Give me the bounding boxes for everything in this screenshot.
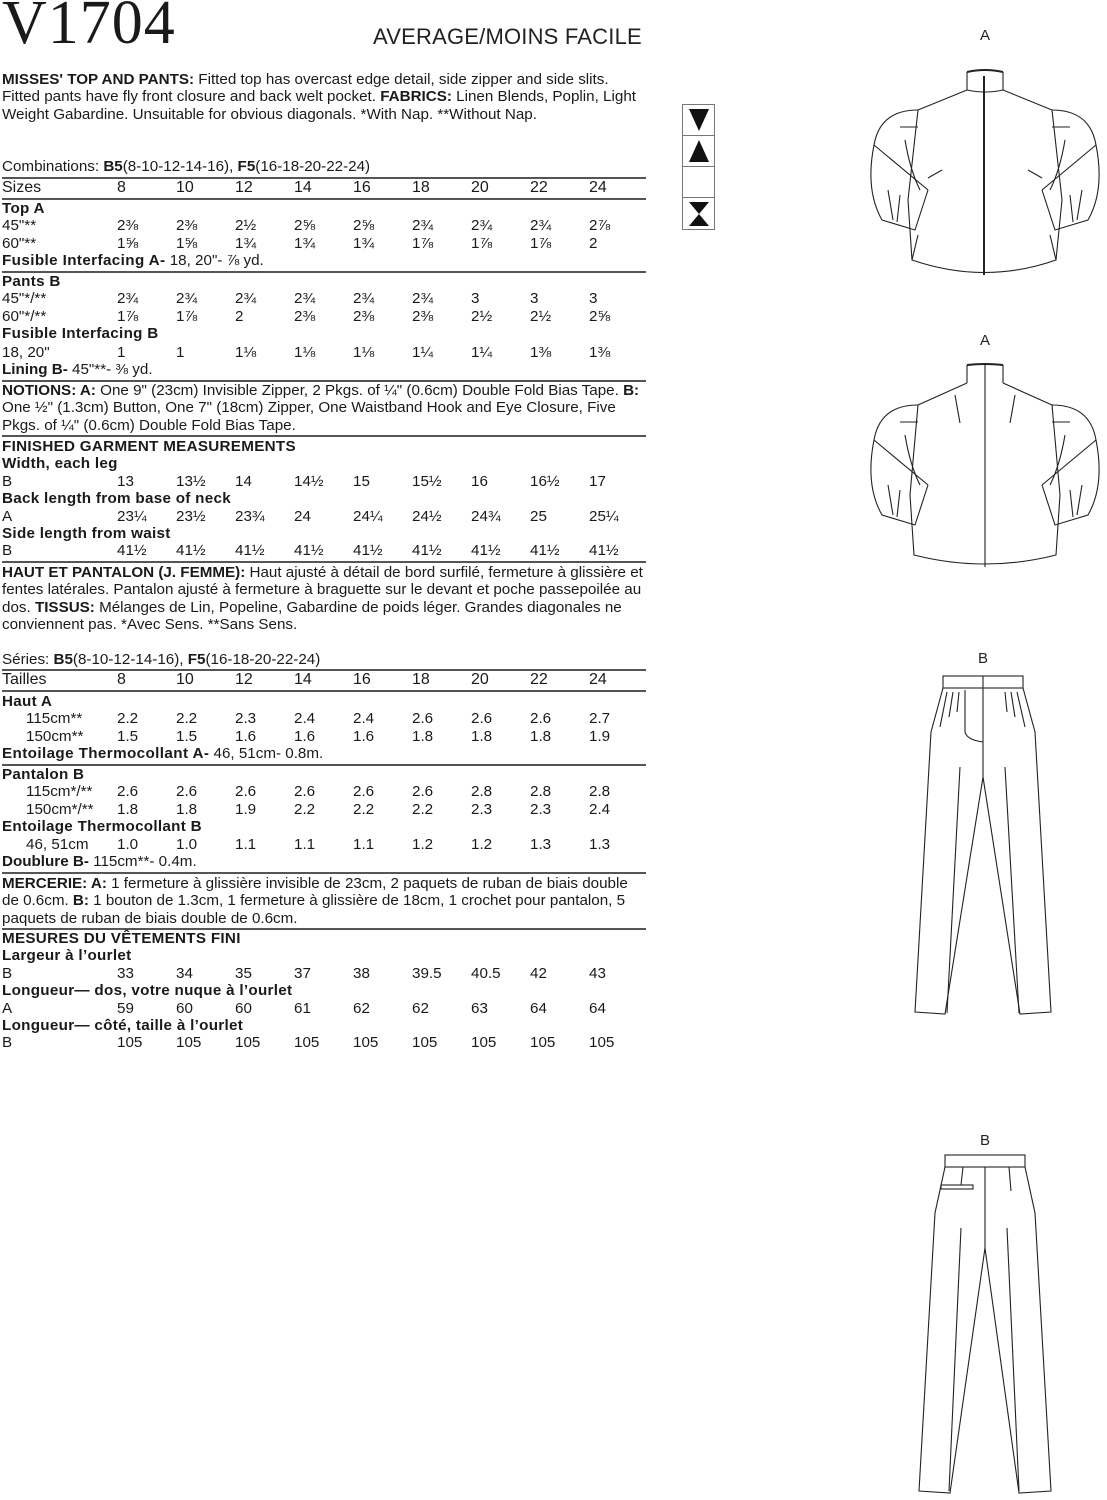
table-cell: 1.1	[353, 835, 375, 853]
table-cell: 24	[294, 507, 311, 525]
row-label: 60"*/**	[2, 307, 47, 325]
table-cell: 2.2	[117, 710, 139, 728]
table-row	[2, 235, 646, 252]
table-cell: 2.6	[353, 783, 375, 801]
table-cell: 41½	[353, 542, 383, 560]
table-cell: 2.6	[412, 710, 434, 728]
size-column-header: 8	[117, 179, 126, 196]
table-cell: 41½	[589, 542, 619, 560]
table-cell: 2¾	[412, 290, 434, 308]
view-label-a-front: A	[980, 27, 991, 44]
table-cell: 1.0	[117, 835, 139, 853]
row-label: 150cm**	[26, 727, 84, 745]
table-cell: 3	[471, 290, 480, 308]
table-cell: 41½	[294, 542, 324, 560]
table-cell: 24¾	[471, 507, 501, 525]
english-notions: NOTIONS: A: One 9" (23cm) Invisible Zipper, 2 Pkgs. of ¼" (0.6cm) Double Fold Bias Tape. B: One ½" (1.3cm) Button, One 7" (18cm) Zipper, One Waistband Hook and Eye Closure, Five Pkgs. of ¼" (0.6cm) Double Fold Bias Tape.	[2, 382, 640, 434]
pants-back-illustration	[905, 1153, 1065, 1498]
view-label-b-back: B	[980, 1132, 991, 1149]
table-cell: 1¾	[235, 234, 257, 252]
table-cell: 1.9	[235, 800, 257, 818]
measurement-group	[2, 982, 646, 1017]
table-cell: 105	[589, 1034, 615, 1052]
table-cell: 2	[235, 307, 244, 325]
table-cell: 1.3	[530, 835, 552, 853]
table-cell: 1⅛	[353, 343, 375, 361]
table-cell: 1.8	[471, 727, 493, 745]
measurement-group	[2, 525, 646, 560]
table-cell: 59	[117, 999, 134, 1017]
english-pants-table: Pants B 45"*/** 2¾ 2¾ 2¾ 2¾ 2¾ 2¾ 3 3 3 60"*/** 1⅞ 1⅞ 2 2⅜ 2⅜ 2⅜ 2½ 2½ 2⅝ Fusible Interfacing B 18, 20" 1 1 1⅛ 1⅛ 1⅛ 1¼ 1¼ 1⅜ 1⅜ Lining B- 45"**- ⅜ yd.	[2, 273, 646, 378]
table-cell: 2.4	[294, 710, 316, 728]
view-letter: A	[2, 507, 13, 525]
table-cell: 1	[117, 343, 126, 361]
hourglass-icon	[683, 198, 714, 229]
row-label: 115cm*/**	[26, 783, 93, 801]
measurement-title: Largeur à l’ourlet	[2, 947, 132, 965]
size-column-header: 12	[235, 671, 253, 688]
measurement-group	[2, 455, 646, 490]
table-cell: 105	[353, 1034, 379, 1052]
table-cell: 2.8	[471, 783, 493, 801]
table-cell: 35	[235, 964, 252, 982]
table-cell: 1.2	[412, 835, 434, 853]
table-cell: 2⅝	[589, 307, 611, 325]
table-cell: 105	[117, 1034, 143, 1052]
table-cell: 39.5	[412, 964, 442, 982]
size-column-header: 16	[353, 179, 371, 196]
table-row	[2, 836, 646, 853]
size-column-header: 8	[117, 671, 126, 688]
table-cell: 2¾	[412, 217, 434, 235]
table-cell: 41½	[235, 542, 265, 560]
table-cell: 23¾	[235, 507, 265, 525]
table-cell: 2¾	[294, 290, 316, 308]
table-row	[2, 308, 646, 325]
table-cell: 1⅞	[117, 307, 139, 325]
table-cell: 2⅞	[589, 217, 611, 235]
table-cell: 25	[530, 507, 547, 525]
table-row	[2, 965, 646, 982]
table-cell: 2¾	[176, 290, 198, 308]
table-cell: 1¾	[353, 234, 375, 252]
row-label: 115cm**	[26, 710, 83, 728]
table-cell: 24½	[412, 507, 442, 525]
view-letter: B	[2, 964, 13, 982]
table-cell: 24¼	[353, 507, 383, 525]
english-sizes-header: Sizes 8 10 12 14 16 18 20 22 24	[2, 179, 607, 196]
table-cell: 15	[353, 472, 370, 490]
table-cell: 1.8	[412, 727, 434, 745]
size-column-header: 22	[530, 671, 548, 688]
table-cell: 105	[530, 1034, 556, 1052]
table-cell: 1⅝	[176, 234, 198, 252]
table-cell: 3	[589, 290, 598, 308]
table-cell: 41½	[117, 542, 147, 560]
table-cell: 2¾	[471, 217, 493, 235]
size-column-header: 24	[589, 671, 607, 688]
table-cell: 2⅝	[353, 217, 375, 235]
measurement-group	[2, 1017, 646, 1052]
table-cell: 1⅛	[294, 343, 316, 361]
table-cell: 2⅜	[117, 217, 139, 235]
table-cell: 1.6	[353, 727, 375, 745]
table-cell: 2.3	[235, 710, 257, 728]
table-cell: 1¼	[412, 343, 434, 361]
table-cell: 41½	[412, 542, 442, 560]
blank-symbol	[683, 167, 714, 198]
french-pants-table: Pantalon B 115cm*/** 2.6 2.6 2.6 2.6 2.6 2.6 2.8 2.8 2.8 150cm*/** 1.8 1.8 1.9 2.2 2.2 2.2 2.3 2.3 2.4 Entoilage Thermocollant B 46, 51cm 1.0 1.0 1.1 1.1 1.1 1.2 1.2 1.3 1.3 Doublure B- 115cm**- 0.4m.	[2, 766, 646, 870]
table-row	[2, 801, 646, 818]
table-cell: 13	[117, 472, 134, 490]
size-column-header: 24	[589, 179, 607, 196]
table-cell: 2.2	[294, 800, 316, 818]
table-cell: 105	[412, 1034, 438, 1052]
triangle-down-icon	[683, 105, 714, 136]
table-cell: 2⅜	[412, 307, 434, 325]
view-letter: B	[2, 1034, 13, 1052]
table-cell: 2.2	[412, 800, 434, 818]
size-column-header: 20	[471, 179, 489, 196]
table-cell: 43	[589, 964, 606, 982]
table-cell: 1.5	[117, 727, 139, 745]
french-description: HAUT ET PANTALON (J. FEMME): Haut ajusté à détail de bord surfilé, fermeture à glissière et fentes latérales. Pantalon ajusté à fermeture à braguette sur le devant et poche passepoilée au dos. TISSUS: Mélanges de Lin, Popeline, Gabardine de poids léger. Grandes diagonales ne conviennent pas. *Avec Sens. **Sans Sens.	[2, 564, 643, 634]
view-letter: A	[2, 999, 13, 1017]
view-label-b-front: B	[978, 650, 989, 667]
table-cell: 1.0	[176, 835, 198, 853]
table-cell: 2¾	[353, 290, 375, 308]
table-cell: 60	[176, 999, 193, 1017]
french-combinations: Séries: B5(8-10-12-14-16), F5(16-18-20-22-24)	[2, 651, 321, 668]
table-cell: 2⅝	[294, 217, 316, 235]
table-cell: 1⅞	[412, 234, 434, 252]
table-cell: 1.1	[235, 835, 257, 853]
table-cell: 1⅜	[589, 343, 611, 361]
table-cell: 2½	[471, 307, 493, 325]
row-label: 45"**	[2, 217, 37, 235]
table-cell: 2⅜	[353, 307, 375, 325]
french-sizes-header: Tailles 8 10 12 14 16 18 20 22 24	[2, 671, 607, 688]
table-cell: 1⅛	[235, 343, 257, 361]
table-cell: 2	[589, 234, 598, 252]
measurement-title: Side length from waist	[2, 524, 171, 542]
table-cell: 1.6	[235, 727, 257, 745]
table-row	[2, 473, 646, 490]
table-cell: 2.8	[589, 783, 611, 801]
table-cell: 1.2	[471, 835, 493, 853]
divider	[2, 872, 646, 874]
table-row	[2, 710, 646, 727]
table-cell: 34	[176, 964, 193, 982]
table-row	[2, 728, 646, 745]
table-cell: 105	[294, 1034, 320, 1052]
table-cell: 2.6	[117, 783, 139, 801]
notch-symbol-box	[682, 104, 715, 230]
table-cell: 1.6	[294, 727, 316, 745]
view-letter: B	[2, 472, 13, 490]
table-cell: 2¾	[117, 290, 139, 308]
table-cell: 1⅞	[471, 234, 493, 252]
row-label: 150cm*/**	[26, 800, 94, 818]
table-row	[2, 508, 646, 525]
french-yardage-table: Haut A 115cm** 2.2 2.2 2.3 2.4 2.4 2.6 2.6 2.6 2.7 150cm** 1.5 1.5 1.6 1.6 1.6 1.8 1.8 1.8 1.9 Entoilage Thermocollant A- 46, 51cm- 0.8m.	[2, 693, 646, 763]
table-cell: 41½	[176, 542, 206, 560]
table-cell: 2.6	[471, 710, 493, 728]
french-finished-measurements: MESURES DU VÊTEMENTS FINI Largeur à l’ourlet B 33 34 35 37 38 39.5 40.5 42 43 Longueur— dos, votre nuque à l’ourlet A 59 60 60 61 62 62 63 64 64 Longueur— côté, taille à l’ourlet B 105 105 105 105 105 105 105 105 105	[2, 930, 646, 1052]
size-column-header: 18	[412, 179, 430, 196]
table-cell: 2½	[530, 307, 552, 325]
english-combinations: Combinations: B5(8-10-12-14-16), F5(16-18-20-22-24)	[2, 158, 371, 175]
measurement-group	[2, 947, 646, 982]
size-column-header: 20	[471, 671, 489, 688]
table-cell: 42	[530, 964, 547, 982]
measurement-group	[2, 490, 646, 525]
table-cell: 1.5	[176, 727, 198, 745]
size-column-header: 12	[235, 179, 253, 196]
table-cell: 2.8	[530, 783, 552, 801]
table-cell: 38	[353, 964, 370, 982]
triangle-up-icon	[683, 136, 714, 167]
measurement-title: Width, each leg	[2, 455, 118, 473]
table-cell: 2½	[235, 217, 257, 235]
table-cell: 105	[471, 1034, 497, 1052]
table-row	[2, 344, 646, 361]
measurement-title: Longueur— côté, taille à l’ourlet	[2, 1016, 244, 1034]
table-cell: 2¾	[235, 290, 257, 308]
table-cell: 33	[117, 964, 134, 982]
table-row	[2, 783, 646, 800]
table-cell: 1.3	[589, 835, 611, 853]
table-cell: 64	[530, 999, 547, 1017]
table-cell: 1.8	[176, 800, 198, 818]
table-cell: 61	[294, 999, 311, 1017]
table-row	[2, 290, 646, 307]
divider	[2, 435, 646, 437]
table-cell: 105	[235, 1034, 261, 1052]
table-cell: 1⅞	[176, 307, 198, 325]
pattern-number: V1704	[2, 0, 176, 57]
table-cell: 64	[589, 999, 606, 1017]
row-label: 60"**	[2, 234, 37, 252]
table-cell: 14½	[294, 472, 324, 490]
table-cell: 1.1	[294, 835, 316, 853]
table-cell: 2.7	[589, 710, 611, 728]
table-cell: 63	[471, 999, 488, 1017]
table-cell: 1.8	[530, 727, 552, 745]
size-column-header: 18	[412, 671, 430, 688]
top-back-illustration	[860, 355, 1100, 575]
table-cell: 37	[294, 964, 311, 982]
table-cell: 40.5	[471, 964, 501, 982]
table-cell: 15½	[412, 472, 442, 490]
view-letter: B	[2, 542, 13, 560]
table-cell: 60	[235, 999, 252, 1017]
table-cell: 2.6	[294, 783, 316, 801]
top-front-illustration	[860, 50, 1100, 300]
table-cell: 1⅜	[530, 343, 552, 361]
english-yardage-table: Top A 45"** 2⅜ 2⅜ 2½ 2⅝ 2⅝ 2¾ 2¾ 2¾ 2⅞ 60"** 1⅝ 1⅝ 1¾ 1¾ 1¾ 1⅞ 1⅞ 1⅞ 2 Fusible Interfacing A- 18, 20"- ⅞ yd.	[2, 200, 646, 270]
table-cell: 1.9	[589, 727, 611, 745]
table-cell: 2.6	[412, 783, 434, 801]
english-finished-measurements: FINISHED GARMENT MEASUREMENTS Width, each leg B 13 13½ 14 14½ 15 15½ 16 16½ 17 Back length from base of neck A 23¼ 23½ 23¾ 24 24¼ 24½ 24¾ 25 25¼ Side length from waist B 41½ 41½ 41½ 41½ 41½ 41½ 41½ 41½ 41½	[2, 438, 646, 560]
table-cell: 1¼	[471, 343, 493, 361]
size-column-header: 10	[176, 671, 194, 688]
table-cell: 16	[471, 472, 488, 490]
size-column-header: 22	[530, 179, 548, 196]
size-column-header: 14	[294, 671, 312, 688]
english-description: MISSES' TOP AND PANTS: Fitted top has overcast edge detail, side zipper and side slits. Fitted pants have fly front closure and back welt pocket. FABRICS: Linen Blends, Poplin, Light Weight Gabardine. Unsuitable for obvious diagonals. *With Nap. **Without Nap.	[2, 71, 636, 123]
french-notions: MERCERIE: A: 1 fermeture à glissière invisible de 23cm, 2 paquets de ruban de biais double de 0.6cm. B: 1 bouton de 1.3cm, 1 fermeture à glissière de 18cm, 1 crochet pour pantalon, 5 paquets de ruban de biais double de 0.6cm.	[2, 875, 628, 927]
size-column-header: 10	[176, 179, 194, 196]
table-cell: 13½	[176, 472, 206, 490]
table-cell: 3	[530, 290, 539, 308]
size-column-header: 16	[353, 671, 371, 688]
table-cell: 1⅞	[530, 234, 552, 252]
table-cell: 2.2	[176, 710, 198, 728]
table-cell: 16½	[530, 472, 560, 490]
table-cell: 25¼	[589, 507, 619, 525]
table-cell: 14	[235, 472, 252, 490]
difficulty-label: AVERAGE/MOINS FACILE	[373, 24, 642, 49]
table-cell: 2⅜	[294, 307, 316, 325]
table-row	[2, 217, 646, 234]
divider	[2, 690, 646, 692]
view-label-a-back: A	[980, 332, 991, 349]
table-cell: 62	[353, 999, 370, 1017]
table-cell: 2¾	[530, 217, 552, 235]
table-cell: 2.6	[176, 783, 198, 801]
table-cell: 2.4	[353, 710, 375, 728]
table-cell: 1	[176, 343, 185, 361]
table-cell: 1¾	[294, 234, 316, 252]
measurement-title: Longueur— dos, votre nuque à l’ourlet	[2, 982, 293, 1000]
table-cell: 1⅝	[117, 234, 139, 252]
table-cell: 2.3	[471, 800, 493, 818]
table-cell: 2.2	[353, 800, 375, 818]
table-cell: 23½	[176, 507, 206, 525]
table-cell: 17	[589, 472, 606, 490]
table-cell: 23¼	[117, 507, 147, 525]
divider	[2, 561, 646, 563]
table-cell: 2⅜	[176, 217, 198, 235]
table-cell: 2.3	[530, 800, 552, 818]
row-label: 46, 51cm	[26, 835, 89, 853]
table-cell: 41½	[471, 542, 501, 560]
table-cell: 2.4	[589, 800, 611, 818]
table-cell: 41½	[530, 542, 560, 560]
table-row	[2, 1034, 646, 1051]
table-cell: 105	[176, 1034, 202, 1052]
table-cell: 2.6	[235, 783, 257, 801]
table-row	[2, 1000, 646, 1017]
row-label: 18, 20"	[2, 343, 50, 361]
measurement-title: Back length from base of neck	[2, 490, 231, 508]
row-label: 45"*/**	[2, 290, 47, 308]
table-cell: 62	[412, 999, 429, 1017]
table-cell: 1.8	[117, 800, 139, 818]
pants-front-illustration	[905, 672, 1065, 1017]
table-cell: 2.6	[530, 710, 552, 728]
size-column-header: 14	[294, 179, 312, 196]
table-row	[2, 542, 646, 559]
